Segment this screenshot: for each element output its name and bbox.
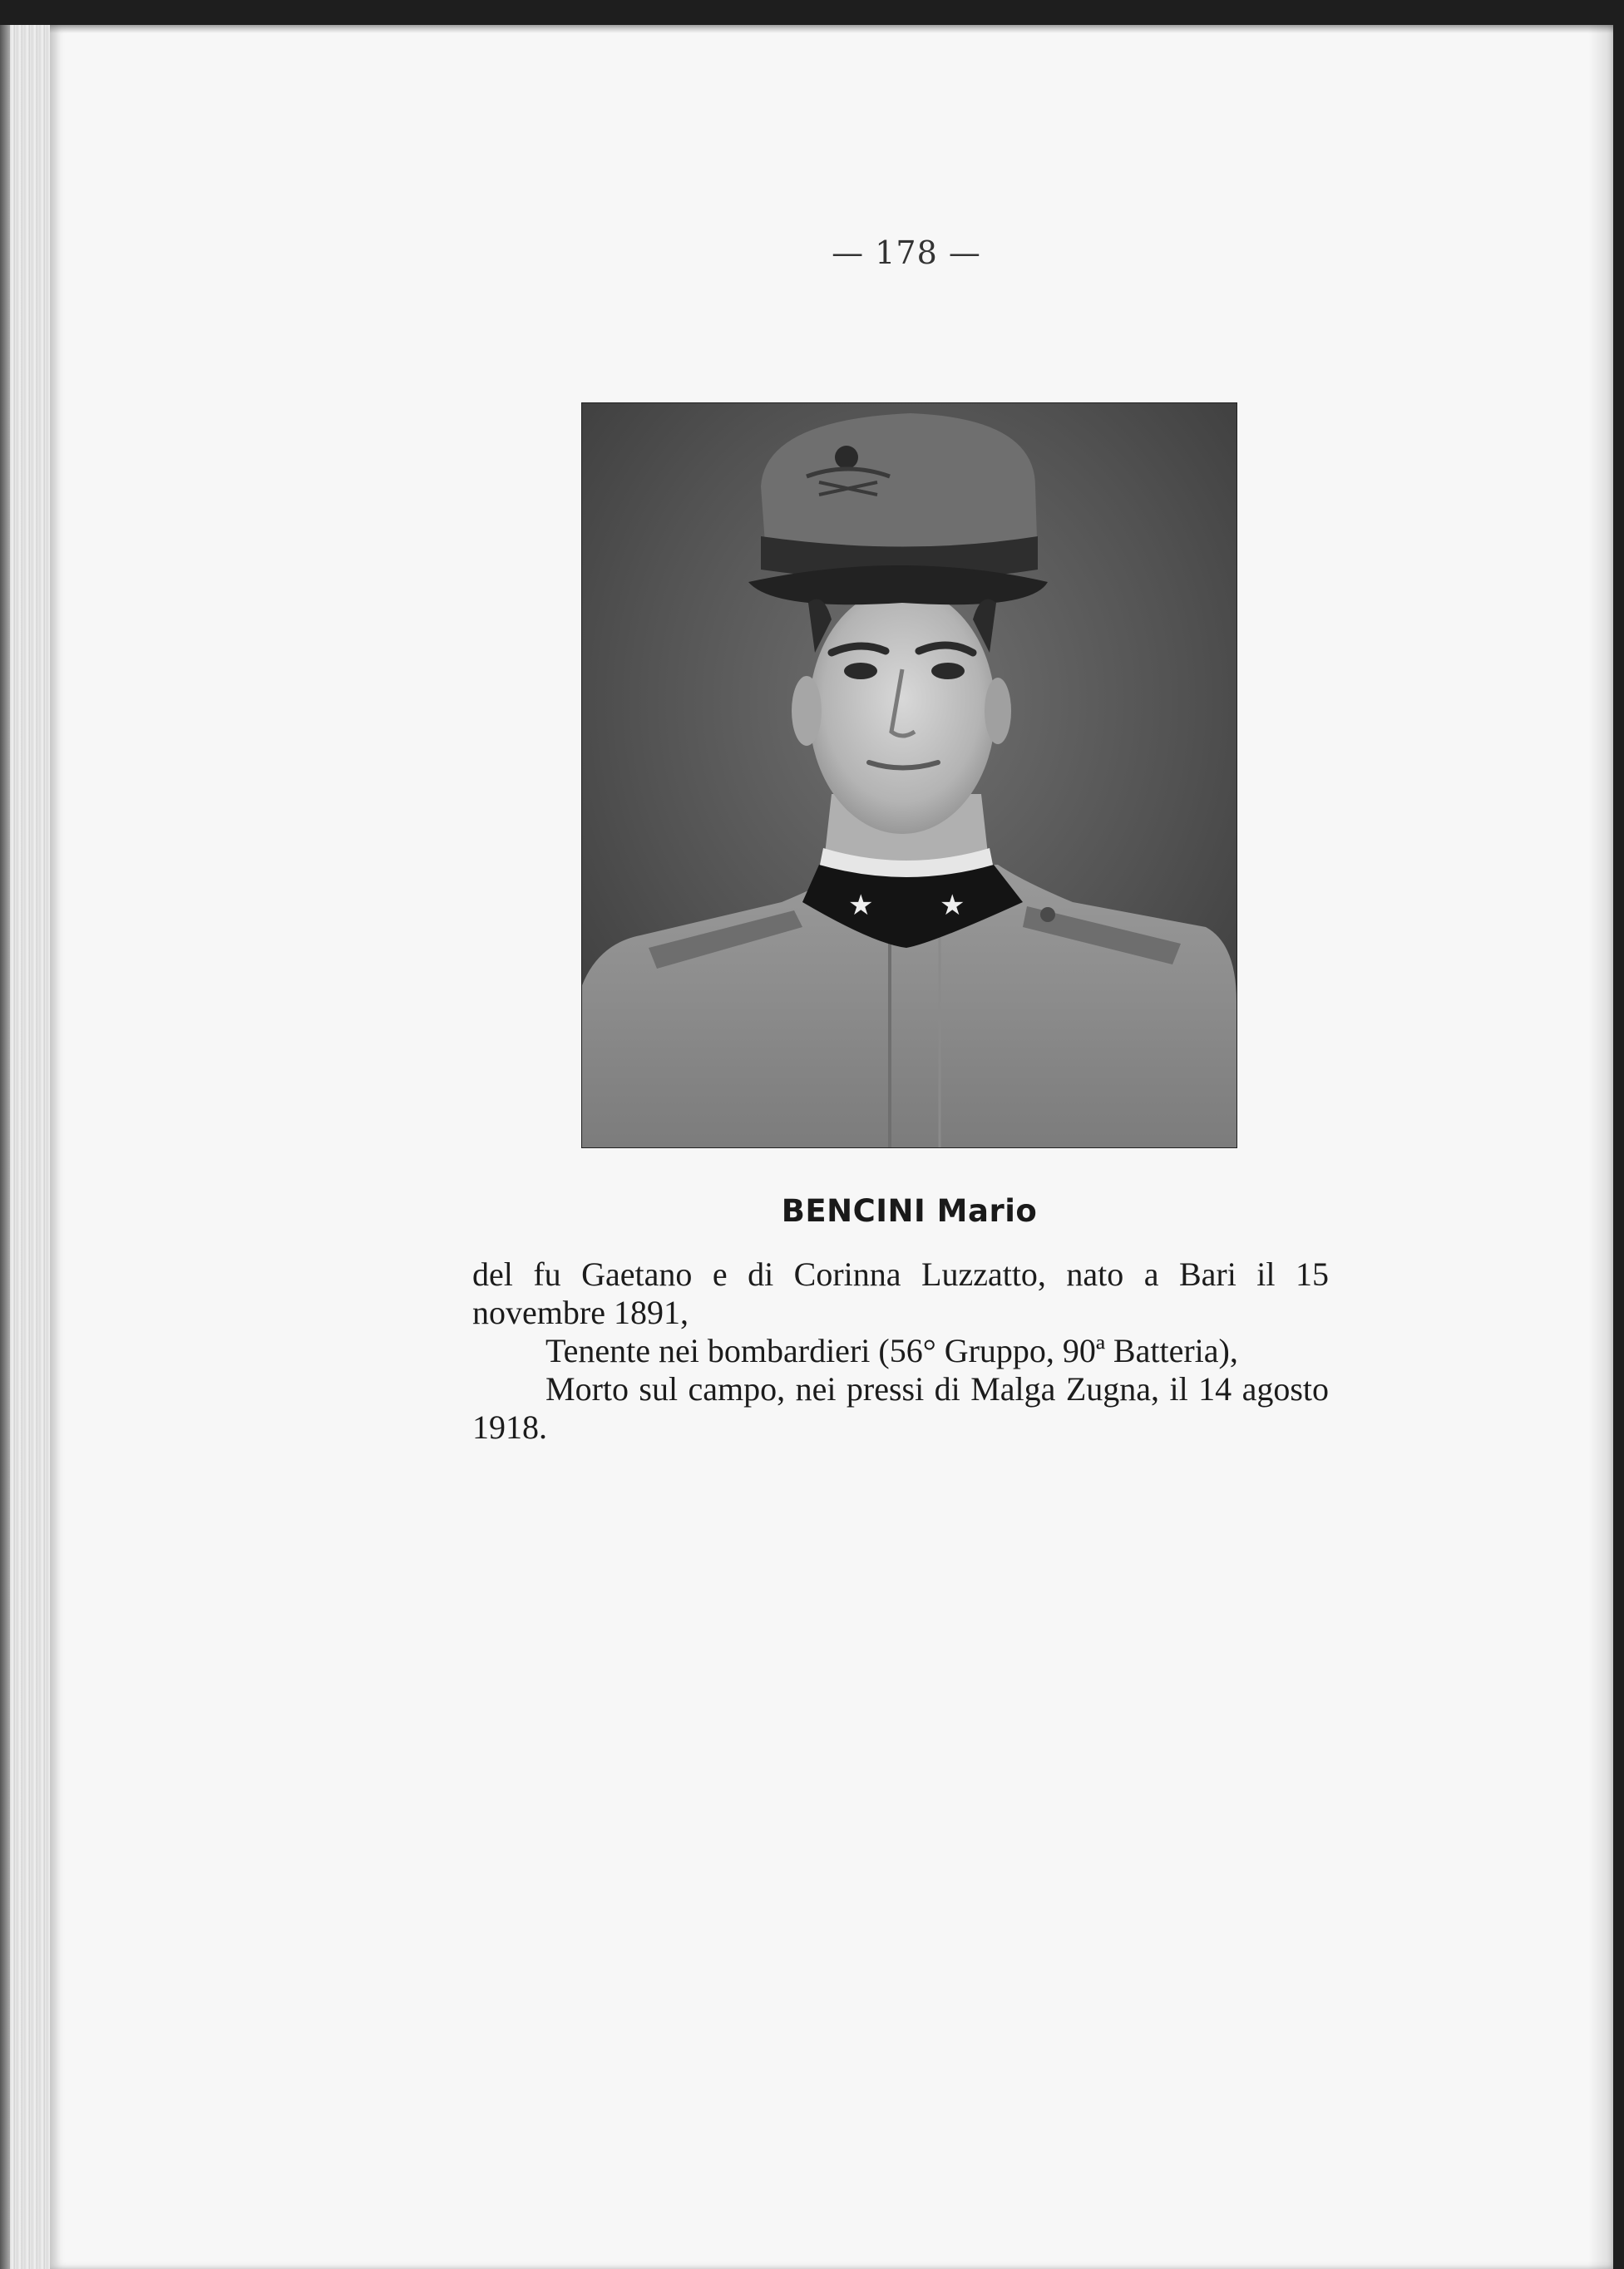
name-heading: BENCINI Mario	[781, 1193, 1038, 1229]
svg-text:★: ★	[848, 889, 874, 922]
svg-text:★: ★	[940, 889, 965, 922]
portrait-photograph	[582, 403, 1237, 1147]
biography-text	[472, 1255, 1329, 1447]
page-number: — 178 —	[832, 234, 981, 271]
bio-paragraph: Tenente nei bombardieri (56° Gruppo, 90ª Batteria),	[545, 1332, 1238, 1369]
bio-paragraph: del fu Gaetano e di Corinna Luzzatto, nato a Bari il 15 novembre 1891,	[472, 1255, 1329, 1331]
page-shadow	[1588, 25, 1613, 2269]
bio-paragraph: Morto sul campo, nei pressi di Malga Zugna, il 14 agosto 1918.	[472, 1370, 1329, 1446]
